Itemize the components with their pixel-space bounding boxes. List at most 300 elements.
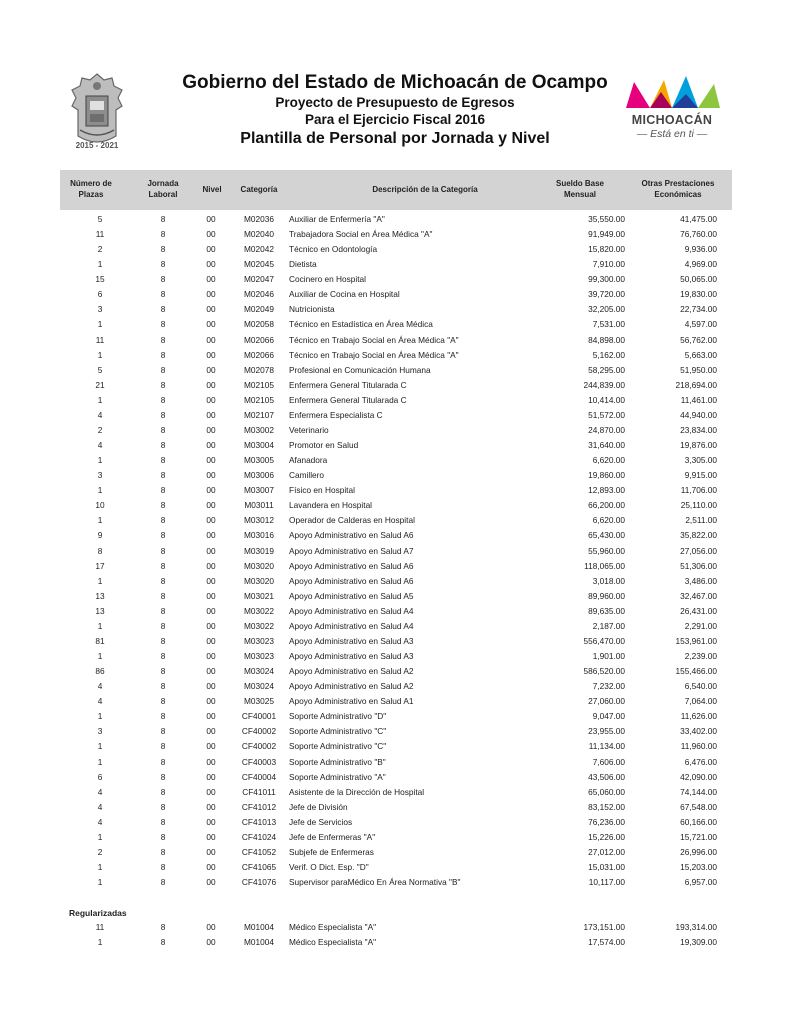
- cell-descripcion: Físico en Hospital: [289, 485, 355, 496]
- cell-plazas: 2: [97, 424, 103, 435]
- cell-otras: 11,960.00: [680, 741, 717, 752]
- cell-nivel: 00: [206, 214, 216, 224]
- cell-nivel: 00: [206, 244, 216, 255]
- table-row: [0, 860, 791, 875]
- cell-categoria: CF40002: [241, 726, 277, 737]
- cell-otras: 23,834.00: [680, 424, 717, 435]
- cell-categoria: M03016: [244, 530, 274, 541]
- cell-sueldo: 23,955.00: [588, 726, 625, 737]
- cell-nivel: 00: [206, 590, 216, 601]
- cell-otras: 9,936.00: [684, 244, 717, 255]
- cell-otras: 60,166.00: [680, 816, 717, 827]
- cell-descripcion: Soporte Administrativo "A": [289, 771, 386, 782]
- cell-otras: 218,694.00: [675, 379, 717, 390]
- cell-nivel: 00: [206, 801, 216, 812]
- cell-jornada: 8: [160, 319, 166, 330]
- cell-plazas: 3: [97, 726, 103, 737]
- table-row: [0, 348, 791, 363]
- cell-jornada: 8: [160, 334, 166, 345]
- cell-plazas: 1: [97, 620, 103, 631]
- cell-jornada: 8: [160, 304, 166, 315]
- cell-descripcion: Apoyo Administrativo en Salud A6: [289, 560, 414, 571]
- cell-descripcion: Cocinero en Hospital: [289, 274, 367, 285]
- cell-sueldo: 31,640.00: [588, 440, 625, 451]
- cell-categoria: M03023: [244, 651, 274, 662]
- table-row: [0, 770, 791, 785]
- cell-plazas: 1: [97, 394, 103, 405]
- cell-plazas: 1: [97, 259, 103, 270]
- cell-descripcion: Médico Especialista "A": [289, 922, 377, 932]
- cell-sueldo: 7,232.00: [592, 681, 625, 692]
- cell-descripcion: Técnico en Estadística en Área Médica: [289, 319, 433, 330]
- table-row: [0, 739, 791, 754]
- cell-jornada: 8: [160, 590, 166, 601]
- cell-nivel: 00: [206, 575, 216, 586]
- cell-otras: 32,467.00: [680, 590, 717, 601]
- cell-sueldo: 91,949.00: [588, 229, 625, 240]
- cell-descripcion: Técnico en Trabajo Social en Área Médica "A": [289, 334, 459, 345]
- cell-sueldo: 15,226.00: [588, 831, 625, 842]
- cell-sueldo: 173,151.00: [583, 922, 625, 932]
- cell-plazas: 1: [97, 651, 103, 662]
- column-header-categoria: Categoría: [240, 185, 278, 194]
- table-row: [0, 212, 791, 227]
- cell-otras: 3,486.00: [684, 575, 717, 586]
- cell-categoria: M03007: [244, 485, 274, 496]
- cell-nivel: 00: [206, 862, 216, 872]
- cell-nivel: 00: [206, 877, 216, 888]
- cell-categoria: M03020: [244, 575, 274, 586]
- cell-descripcion: Trabajadora Social en Área Médica "A": [289, 229, 433, 240]
- cell-jornada: 8: [160, 937, 166, 947]
- cell-plazas: 10: [95, 500, 105, 511]
- cell-descripcion: Apoyo Administrativo en Salud A3: [289, 651, 414, 662]
- cell-jornada: 8: [160, 545, 166, 556]
- cell-categoria: CF41013: [241, 816, 277, 827]
- cell-plazas: 21: [95, 379, 105, 390]
- cell-categoria: CF41012: [241, 801, 277, 812]
- table-row: [0, 649, 791, 664]
- cell-jornada: 8: [160, 394, 166, 405]
- cell-jornada: 8: [160, 485, 166, 496]
- cell-plazas: 4: [97, 801, 103, 812]
- cell-jornada: 8: [160, 274, 166, 285]
- cell-categoria: CF41011: [242, 786, 276, 797]
- cell-plazas: 1: [97, 877, 103, 888]
- table-row: [0, 302, 791, 317]
- cell-otras: 51,306.00: [680, 560, 717, 571]
- table-row: [0, 619, 791, 634]
- cell-nivel: 00: [206, 259, 216, 270]
- cell-jornada: 8: [160, 455, 166, 466]
- cell-descripcion: Técnico en Trabajo Social en Área Médica "A": [289, 349, 459, 360]
- cell-sueldo: 83,152.00: [588, 801, 625, 812]
- cell-descripcion: Apoyo Administrativo en Salud A2: [289, 666, 414, 677]
- cell-nivel: 00: [206, 379, 216, 390]
- cell-sueldo: 6,620.00: [592, 515, 625, 526]
- cell-otras: 42,090.00: [680, 771, 717, 782]
- cell-nivel: 00: [206, 937, 216, 947]
- cell-descripcion: Técnico en Odontología: [289, 244, 378, 255]
- cell-sueldo: 10,117.00: [588, 877, 625, 888]
- cell-otras: 22,734.00: [680, 304, 717, 315]
- cell-jornada: 8: [160, 862, 166, 872]
- cell-nivel: 00: [206, 485, 216, 496]
- table-row: [0, 498, 791, 513]
- table-header: [60, 170, 732, 210]
- cell-sueldo: 556,470.00: [583, 635, 625, 646]
- cell-categoria: M03025: [244, 696, 274, 707]
- cell-categoria: CF40001: [241, 711, 277, 722]
- column-header-plazas: Número de Plazas: [70, 179, 112, 199]
- cell-jornada: 8: [160, 515, 166, 526]
- cell-descripcion: Apoyo Administrativo en Salud A3: [289, 635, 414, 646]
- cell-categoria: CF41065: [241, 862, 277, 872]
- cell-jornada: 8: [160, 711, 166, 722]
- cell-plazas: 13: [95, 605, 105, 616]
- cell-sueldo: 11,134.00: [588, 741, 625, 752]
- cell-categoria: CF41052: [241, 846, 277, 857]
- cell-sueldo: 43,506.00: [588, 771, 625, 782]
- cell-otras: 19,309.00: [680, 937, 717, 947]
- cell-plazas: 1: [97, 485, 103, 496]
- cell-sueldo: 51,572.00: [588, 409, 625, 420]
- table-row: [0, 574, 791, 589]
- cell-sueldo: 12,893.00: [588, 485, 625, 496]
- cell-plazas: 4: [97, 440, 103, 451]
- cell-descripcion: Profesional en Comunicación Humana: [289, 364, 431, 375]
- cell-otras: 26,431.00: [680, 605, 717, 616]
- cell-nivel: 00: [206, 666, 216, 677]
- cell-otras: 19,876.00: [680, 440, 717, 451]
- cell-plazas: 4: [97, 816, 103, 827]
- cell-categoria: M02107: [244, 409, 274, 420]
- cell-nivel: 00: [206, 500, 216, 511]
- cell-categoria: M02040: [244, 229, 274, 240]
- cell-descripcion: Jefe de División: [289, 801, 348, 812]
- cell-otras: 6,957.00: [684, 877, 717, 888]
- cell-jornada: 8: [160, 801, 166, 812]
- cell-otras: 15,721.00: [680, 831, 717, 842]
- cell-categoria: M03005: [244, 455, 274, 466]
- cell-sueldo: 99,300.00: [588, 274, 625, 285]
- cell-descripcion: Soporte Administrativo "C": [289, 741, 387, 752]
- cell-descripcion: Soporte Administrativo "D": [289, 711, 387, 722]
- cell-nivel: 00: [206, 229, 216, 240]
- cell-sueldo: 6,620.00: [592, 455, 625, 466]
- cell-categoria: M02049: [244, 304, 274, 315]
- table-row: [0, 559, 791, 574]
- cell-descripcion: Enfermera Especialista C: [289, 409, 383, 420]
- cell-descripcion: Dietista: [289, 259, 317, 270]
- cell-nivel: 00: [206, 741, 216, 752]
- cell-nivel: 00: [206, 409, 216, 420]
- cell-otras: 4,969.00: [684, 259, 717, 270]
- cell-jornada: 8: [160, 470, 166, 481]
- cell-categoria: M02058: [244, 319, 274, 330]
- cell-categoria: M02042: [244, 244, 274, 255]
- cell-plazas: 2: [97, 244, 103, 255]
- cell-jornada: 8: [160, 651, 166, 662]
- cell-sueldo: 89,960.00: [588, 590, 625, 601]
- cell-sueldo: 27,012.00: [588, 846, 625, 857]
- cell-jornada: 8: [160, 214, 166, 224]
- column-header-nivel: Nivel: [202, 185, 222, 194]
- cell-jornada: 8: [160, 379, 166, 390]
- table-row: [0, 408, 791, 423]
- cell-nivel: 00: [206, 922, 216, 932]
- cell-otras: 26,996.00: [680, 846, 717, 857]
- cell-otras: 50,065.00: [680, 274, 717, 285]
- logo-wordmark: MICHOACÁN: [631, 113, 713, 127]
- cell-plazas: 86: [95, 666, 105, 677]
- cell-jornada: 8: [160, 229, 166, 240]
- cell-nivel: 00: [206, 560, 216, 571]
- cell-categoria: CF41076: [241, 877, 277, 888]
- cell-jornada: 8: [160, 575, 166, 586]
- cell-jornada: 8: [160, 289, 166, 300]
- cell-sueldo: 15,031.00: [588, 862, 625, 872]
- cell-nivel: 00: [206, 771, 216, 782]
- cell-descripcion: Lavandera en Hospital: [289, 500, 373, 511]
- cell-plazas: 1: [97, 711, 103, 722]
- cell-jornada: 8: [160, 726, 166, 737]
- cell-sueldo: 65,430.00: [588, 530, 625, 541]
- cell-otras: 153,961.00: [675, 635, 717, 646]
- cell-sueldo: 65,060.00: [588, 786, 625, 797]
- cell-otras: 193,314.00: [675, 922, 717, 932]
- cell-nivel: 00: [206, 605, 216, 616]
- column-header-descripcion: Descripción de la Categoría: [372, 185, 478, 194]
- cell-categoria: M02066: [244, 334, 274, 345]
- cell-nivel: 00: [206, 319, 216, 330]
- cell-descripcion: Apoyo Administrativo en Salud A6: [289, 530, 414, 541]
- subtitle-fiscal-year: Para el Ejercicio Fiscal 2016: [304, 112, 486, 127]
- cell-otras: 2,511.00: [685, 515, 717, 526]
- cell-otras: 155,466.00: [675, 666, 717, 677]
- cell-nivel: 00: [206, 334, 216, 345]
- cell-descripcion: Apoyo Administrativo en Salud A5: [289, 590, 414, 601]
- table-row: [0, 468, 791, 483]
- cell-nivel: 00: [206, 831, 216, 842]
- table-row: [0, 378, 791, 393]
- cell-categoria: M03002: [244, 424, 274, 435]
- table-row: [0, 709, 791, 724]
- table-row: [0, 724, 791, 739]
- table-row: [0, 242, 791, 257]
- table-row: [0, 483, 791, 498]
- cell-nivel: 00: [206, 786, 216, 797]
- cell-categoria: M02066: [244, 349, 274, 360]
- cell-categoria: M03021: [244, 590, 274, 601]
- cell-nivel: 00: [206, 394, 216, 405]
- cell-plazas: 1: [97, 937, 103, 947]
- column-header-otras: Otras Prestaciones Económicas: [641, 179, 715, 199]
- cell-nivel: 00: [206, 349, 216, 360]
- cell-categoria: M02105: [244, 394, 274, 405]
- cell-nivel: 00: [206, 711, 216, 722]
- cell-descripcion: Enfermera General Titularada C: [289, 379, 407, 390]
- cell-sueldo: 35,550.00: [588, 214, 625, 224]
- cell-plazas: 6: [97, 289, 103, 300]
- cell-otras: 15,203.00: [680, 862, 717, 872]
- subtitle-budget: Proyecto de Presupuesto de Egresos: [275, 95, 515, 110]
- cell-categoria: M03019: [244, 545, 274, 556]
- cell-jornada: 8: [160, 741, 166, 752]
- cell-jornada: 8: [160, 244, 166, 255]
- cell-jornada: 8: [160, 364, 166, 375]
- cell-nivel: 00: [206, 726, 216, 737]
- cell-categoria: M03023: [244, 635, 274, 646]
- cell-categoria: M03022: [244, 620, 274, 631]
- cell-descripcion: Enfermera General Titularada C: [289, 394, 407, 405]
- logo-tagline: — Está en ti —: [636, 128, 708, 140]
- cell-jornada: 8: [160, 500, 166, 511]
- cell-categoria: M03004: [244, 440, 274, 451]
- table-row: [0, 800, 791, 815]
- cell-plazas: 2: [97, 846, 103, 857]
- cell-sueldo: 39,720.00: [588, 289, 625, 300]
- cell-otras: 6,476.00: [684, 756, 717, 767]
- cell-otras: 9,915.00: [684, 470, 717, 481]
- cell-descripcion: Operador de Calderas en Hospital: [289, 515, 415, 526]
- cell-jornada: 8: [160, 409, 166, 420]
- cell-otras: 5,663.00: [684, 349, 717, 360]
- cell-plazas: 1: [97, 831, 103, 842]
- cell-jornada: 8: [160, 922, 166, 932]
- cell-descripcion: Veterinario: [289, 424, 329, 435]
- cell-categoria: M01004: [244, 937, 274, 947]
- cell-plazas: 4: [97, 696, 103, 707]
- cell-plazas: 1: [97, 741, 103, 752]
- cell-sueldo: 58,295.00: [588, 364, 625, 375]
- cell-otras: 35,822.00: [680, 530, 717, 541]
- cell-plazas: 6: [97, 771, 103, 782]
- cell-otras: 56,762.00: [680, 334, 717, 345]
- cell-plazas: 4: [97, 681, 103, 692]
- cell-sueldo: 55,960.00: [588, 545, 625, 556]
- cell-categoria: M03012: [244, 515, 274, 526]
- cell-descripcion: Supervisor paraMédico En Área Normativa "B": [289, 877, 461, 888]
- cell-sueldo: 76,236.00: [588, 816, 625, 827]
- cell-nivel: 00: [206, 816, 216, 827]
- cell-descripcion: Apoyo Administrativo en Salud A2: [289, 681, 414, 692]
- cell-categoria: M03024: [244, 666, 274, 677]
- cell-jornada: 8: [160, 666, 166, 677]
- cell-categoria: M03020: [244, 560, 274, 571]
- cell-plazas: 3: [97, 304, 103, 315]
- cell-plazas: 4: [97, 786, 103, 797]
- table-row: [0, 875, 791, 890]
- cell-sueldo: 7,606.00: [592, 756, 625, 767]
- cell-nivel: 00: [206, 440, 216, 451]
- cell-otras: 33,402.00: [680, 726, 717, 737]
- cell-plazas: 13: [95, 590, 105, 601]
- cell-plazas: 1: [97, 319, 103, 330]
- cell-categoria: M02047: [244, 274, 274, 285]
- cell-otras: 44,940.00: [680, 409, 717, 420]
- cell-jornada: 8: [160, 831, 166, 842]
- cell-sueldo: 1,901.00: [592, 651, 625, 662]
- cell-nivel: 00: [206, 651, 216, 662]
- table-row: [0, 920, 791, 935]
- table-row: [0, 830, 791, 845]
- column-header-jornada: Jornada Laboral: [147, 179, 179, 199]
- table-row: [0, 679, 791, 694]
- cell-descripcion: Nutricionista: [289, 304, 335, 315]
- cell-descripcion: Jefe de Enfermeras "A": [289, 831, 376, 842]
- cell-descripcion: Jefe de Servicios: [289, 816, 353, 827]
- cell-jornada: 8: [160, 846, 166, 857]
- cell-nivel: 00: [206, 681, 216, 692]
- cell-otras: 2,291.00: [684, 620, 717, 631]
- cell-descripcion: Soporte Administrativo "C": [289, 726, 387, 737]
- cell-jornada: 8: [160, 635, 166, 646]
- cell-categoria: M03011: [244, 500, 274, 511]
- table-row: [0, 664, 791, 679]
- cell-plazas: 15: [95, 274, 105, 285]
- table-row: [0, 317, 791, 332]
- cell-nivel: 00: [206, 424, 216, 435]
- cell-otras: 6,540.00: [684, 681, 717, 692]
- cell-nivel: 00: [206, 756, 216, 767]
- cell-sueldo: 32,205.00: [588, 304, 625, 315]
- cell-nivel: 00: [206, 515, 216, 526]
- cell-nivel: 00: [206, 530, 216, 541]
- cell-sueldo: 19,860.00: [588, 470, 625, 481]
- column-header-sueldo: Sueldo Base Mensual: [555, 179, 604, 199]
- cell-otras: 19,830.00: [680, 289, 717, 300]
- cell-descripcion: Médico Especialista "A": [289, 937, 377, 947]
- cell-categoria: M02036: [244, 214, 274, 224]
- table-row: [0, 363, 791, 378]
- cell-sueldo: 118,065.00: [584, 560, 625, 571]
- cell-jornada: 8: [160, 530, 166, 541]
- cell-jornada: 8: [160, 681, 166, 692]
- cell-sueldo: 586,520.00: [583, 666, 625, 677]
- table-row: [0, 634, 791, 649]
- cell-descripcion: Promotor en Salud: [289, 440, 359, 451]
- table-row: [0, 528, 791, 543]
- cell-sueldo: 5,162.00: [592, 349, 625, 360]
- cell-plazas: 8: [97, 545, 103, 556]
- cell-sueldo: 9,047.00: [592, 711, 625, 722]
- cell-sueldo: 27,060.00: [588, 696, 625, 707]
- cell-jornada: 8: [160, 259, 166, 270]
- cell-jornada: 8: [160, 424, 166, 435]
- cell-plazas: 9: [97, 530, 103, 541]
- cell-categoria: CF40003: [241, 756, 277, 767]
- cell-nivel: 00: [206, 470, 216, 481]
- table-row: [0, 453, 791, 468]
- cell-otras: 76,760.00: [680, 229, 717, 240]
- cell-otras: 11,461.00: [680, 394, 717, 405]
- cell-jornada: 8: [160, 816, 166, 827]
- table-row: [0, 544, 791, 559]
- cell-descripcion: Afanadora: [289, 455, 328, 466]
- cell-otras: 27,056.00: [680, 545, 717, 556]
- cell-nivel: 00: [206, 696, 216, 707]
- cell-sueldo: 7,910.00: [592, 259, 625, 270]
- cell-descripcion: Apoyo Administrativo en Salud A1: [289, 696, 414, 707]
- cell-plazas: 5: [97, 364, 103, 375]
- cell-otras: 74,144.00: [680, 786, 717, 797]
- cell-plazas: 1: [97, 515, 103, 526]
- cell-sueldo: 17,574.00: [588, 937, 625, 947]
- cell-plazas: 11: [95, 334, 105, 345]
- cell-sueldo: 10,414.00: [588, 394, 625, 405]
- cell-plazas: 1: [97, 349, 103, 360]
